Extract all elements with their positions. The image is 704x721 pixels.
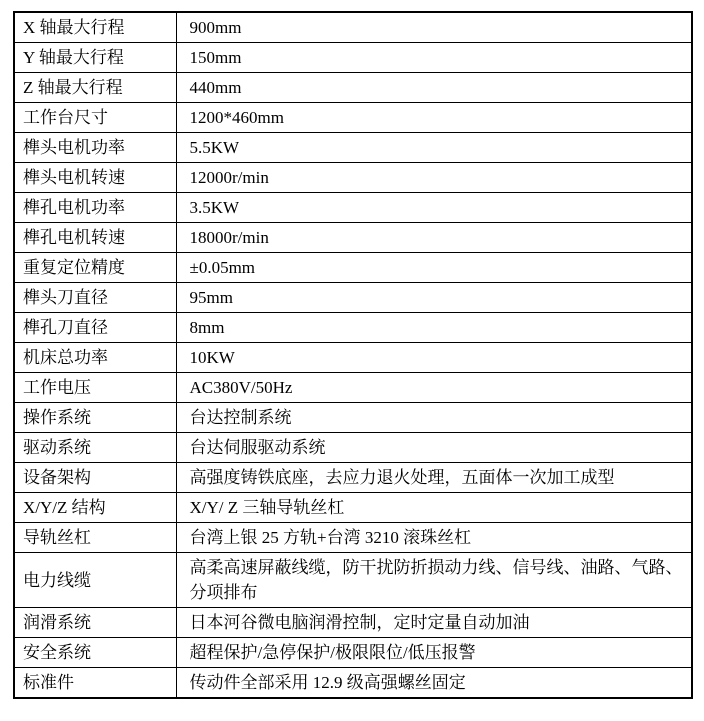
table-row: [14, 103, 692, 133]
spec-table-body: [14, 12, 692, 698]
table-row: [14, 493, 692, 523]
spec-label: 榫头电机功率: [14, 133, 176, 163]
spec-label: 榫头电机转速: [14, 163, 176, 193]
spec-label: 榫孔电机功率: [14, 193, 176, 223]
spec-value: 5.5KW: [176, 133, 692, 163]
spec-label: 设备架构: [14, 463, 176, 493]
table-row: [14, 463, 692, 493]
spec-value: 日本河谷微电脑润滑控制，定时定量自动加油: [176, 608, 692, 638]
table-row: [14, 283, 692, 313]
spec-value: X/Y/ Z 三轴导轨丝杠: [176, 493, 692, 523]
spec-label: 润滑系统: [14, 608, 176, 638]
table-row: [14, 373, 692, 403]
spec-label: X/Y/Z 结构: [14, 493, 176, 523]
table-row: [14, 133, 692, 163]
spec-label: 榫孔电机转速: [14, 223, 176, 253]
table-row: [14, 343, 692, 373]
table-row: [14, 523, 692, 553]
spec-label: 操作系统: [14, 403, 176, 433]
spec-value: 150mm: [176, 43, 692, 73]
table-row: [14, 253, 692, 283]
spec-label: Z 轴最大行程: [14, 73, 176, 103]
spec-value: 10KW: [176, 343, 692, 373]
spec-table: [13, 11, 693, 699]
table-row: [14, 43, 692, 73]
spec-value: 台达伺服驱动系统: [176, 433, 692, 463]
spec-value: 高柔高速屏蔽线缆，防干扰防折损动力线、信号线、油路、气路、分项排布: [176, 553, 692, 608]
spec-value: 18000r/min: [176, 223, 692, 253]
table-row: [14, 313, 692, 343]
spec-value: 900mm: [176, 12, 692, 43]
spec-value: ±0.05mm: [176, 253, 692, 283]
table-row: [14, 433, 692, 463]
spec-value: AC380V/50Hz: [176, 373, 692, 403]
spec-label: 重复定位精度: [14, 253, 176, 283]
spec-value: 3.5KW: [176, 193, 692, 223]
table-row: [14, 553, 692, 608]
table-row: [14, 403, 692, 433]
table-row: [14, 638, 692, 668]
table-row: [14, 193, 692, 223]
spec-value: 440mm: [176, 73, 692, 103]
table-row: [14, 73, 692, 103]
spec-label: 安全系统: [14, 638, 176, 668]
spec-label: 工作台尺寸: [14, 103, 176, 133]
spec-label: 榫孔刀直径: [14, 313, 176, 343]
spec-label: 电力线缆: [14, 553, 176, 608]
spec-label: 榫头刀直径: [14, 283, 176, 313]
spec-label: 驱动系统: [14, 433, 176, 463]
spec-value: 台湾上银 25 方轨+台湾 3210 滚珠丝杠: [176, 523, 692, 553]
spec-value: 高强度铸铁底座，去应力退火处理，五面体一次加工成型: [176, 463, 692, 493]
table-row: [14, 608, 692, 638]
table-row: [14, 12, 692, 43]
table-row: [14, 163, 692, 193]
spec-label: 导轨丝杠: [14, 523, 176, 553]
spec-value: 传动件全部采用 12.9 级高强螺丝固定: [176, 668, 692, 699]
table-row: [14, 223, 692, 253]
spec-label: 标准件: [14, 668, 176, 699]
spec-value: 12000r/min: [176, 163, 692, 193]
spec-value: 95mm: [176, 283, 692, 313]
spec-label: 工作电压: [14, 373, 176, 403]
spec-label: Y 轴最大行程: [14, 43, 176, 73]
spec-label: 机床总功率: [14, 343, 176, 373]
spec-label: X 轴最大行程: [14, 12, 176, 43]
spec-value: 8mm: [176, 313, 692, 343]
table-row: [14, 668, 692, 699]
spec-value: 1200*460mm: [176, 103, 692, 133]
spec-value: 台达控制系统: [176, 403, 692, 433]
spec-value: 超程保护/急停保护/极限限位/低压报警: [176, 638, 692, 668]
